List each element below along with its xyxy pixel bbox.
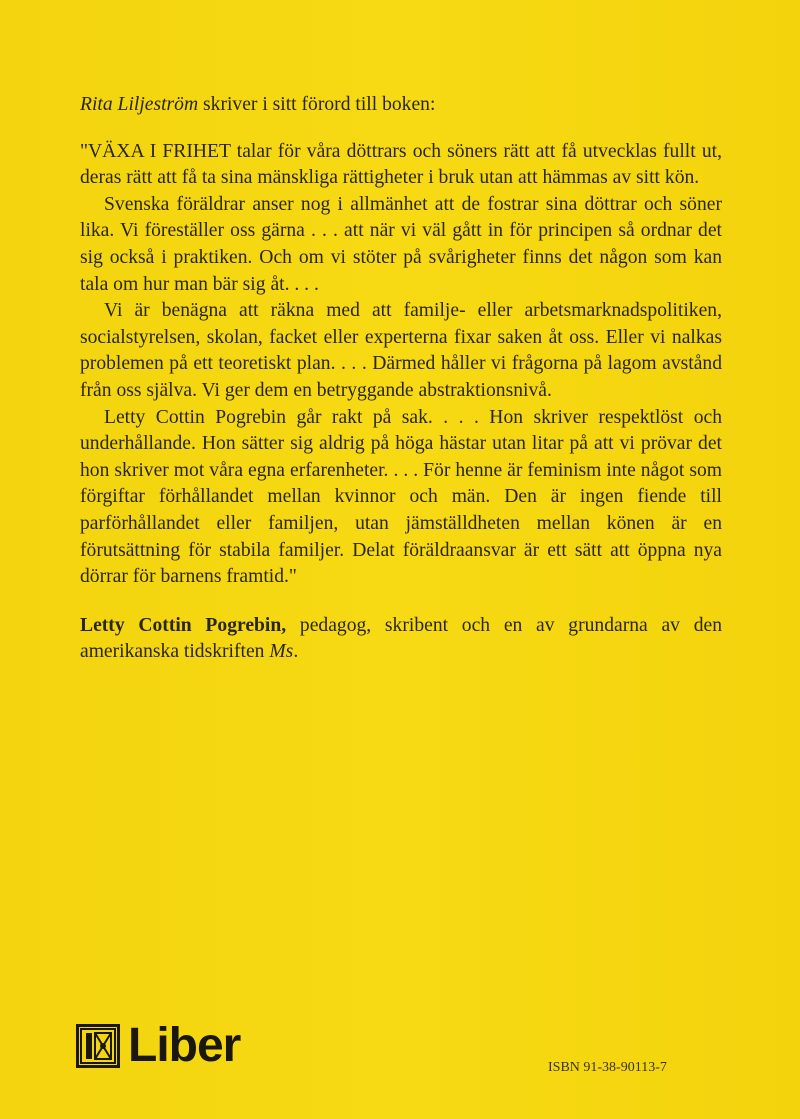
author-name: Letty Cottin Pogrebin,	[80, 614, 287, 636]
liber-emblem-icon	[76, 1024, 120, 1068]
magazine-name: Ms	[269, 641, 294, 663]
isbn-number: ISBN 91-38-90113-7	[548, 1060, 667, 1075]
author-bio-end: .	[293, 641, 299, 663]
publisher-logo	[76, 1019, 241, 1072]
foreword-quote	[80, 139, 722, 591]
intro-text: skriver i sitt förord till boken:	[198, 94, 436, 115]
author-description: pedagog, skribent och en av grundarna av den amerikanska tidskriften	[80, 614, 722, 663]
author-bio	[80, 613, 722, 666]
back-cover-text	[80, 92, 722, 666]
quote-paragraph-4: Letty Cottin Pogrebin går rakt på sak. . . . Hon skriver respektlöst och underhållande. Hon sätter sig aldrig på höga hästar utan litar på att vi prövar det hon skriver mot våra egna erfarenheter. . . . För henne är feminism inte något som förgiftar förhållandet mellan kvinnor och män. Den är ingen fiende till parförhållandet eller familjen, utan jämställdheten mellan könen är en förutsättning för stabila familjer. Delat föräldraansvar är ett sätt att öppna nya dörrar för barnens framtid."	[80, 406, 722, 588]
intro-line	[80, 92, 722, 119]
quote-paragraph-1: "VÄXA I FRIHET talar för våra döttrars och söners rätt att få utvecklas fullt ut, deras rätt att få ta sina mänskliga rättigheter i bruk utan att hämmas av sitt kön.	[80, 140, 722, 189]
intro-author-name: Rita Liljeström	[80, 94, 199, 115]
quote-paragraph-2: Svenska föräldrar anser nog i allmänhet att de fostrar sina döttrar och söner lika. Vi föreställer oss gärna . . . att när vi väl gått in för principen så ordnar det sig också i praktiken. Och om vi stöter på svårigheter finns det någon som kan tala om hur man bär sig åt. . . .	[80, 193, 722, 295]
publisher-name: Liber	[128, 1019, 241, 1072]
quote-paragraph-3: Vi är benägna att räkna med att familje- eller arbetsmarknadspolitiken, socialstyrelsen, skolan, facket eller experterna fixar saken åt oss. Eller vi nalkas problemen på ett teoretiskt plan. . . . Därmed håller vi frågorna på lagom avstånd från oss själva. Vi ger dem en betryggande abstraktionsnivå.	[80, 300, 722, 401]
